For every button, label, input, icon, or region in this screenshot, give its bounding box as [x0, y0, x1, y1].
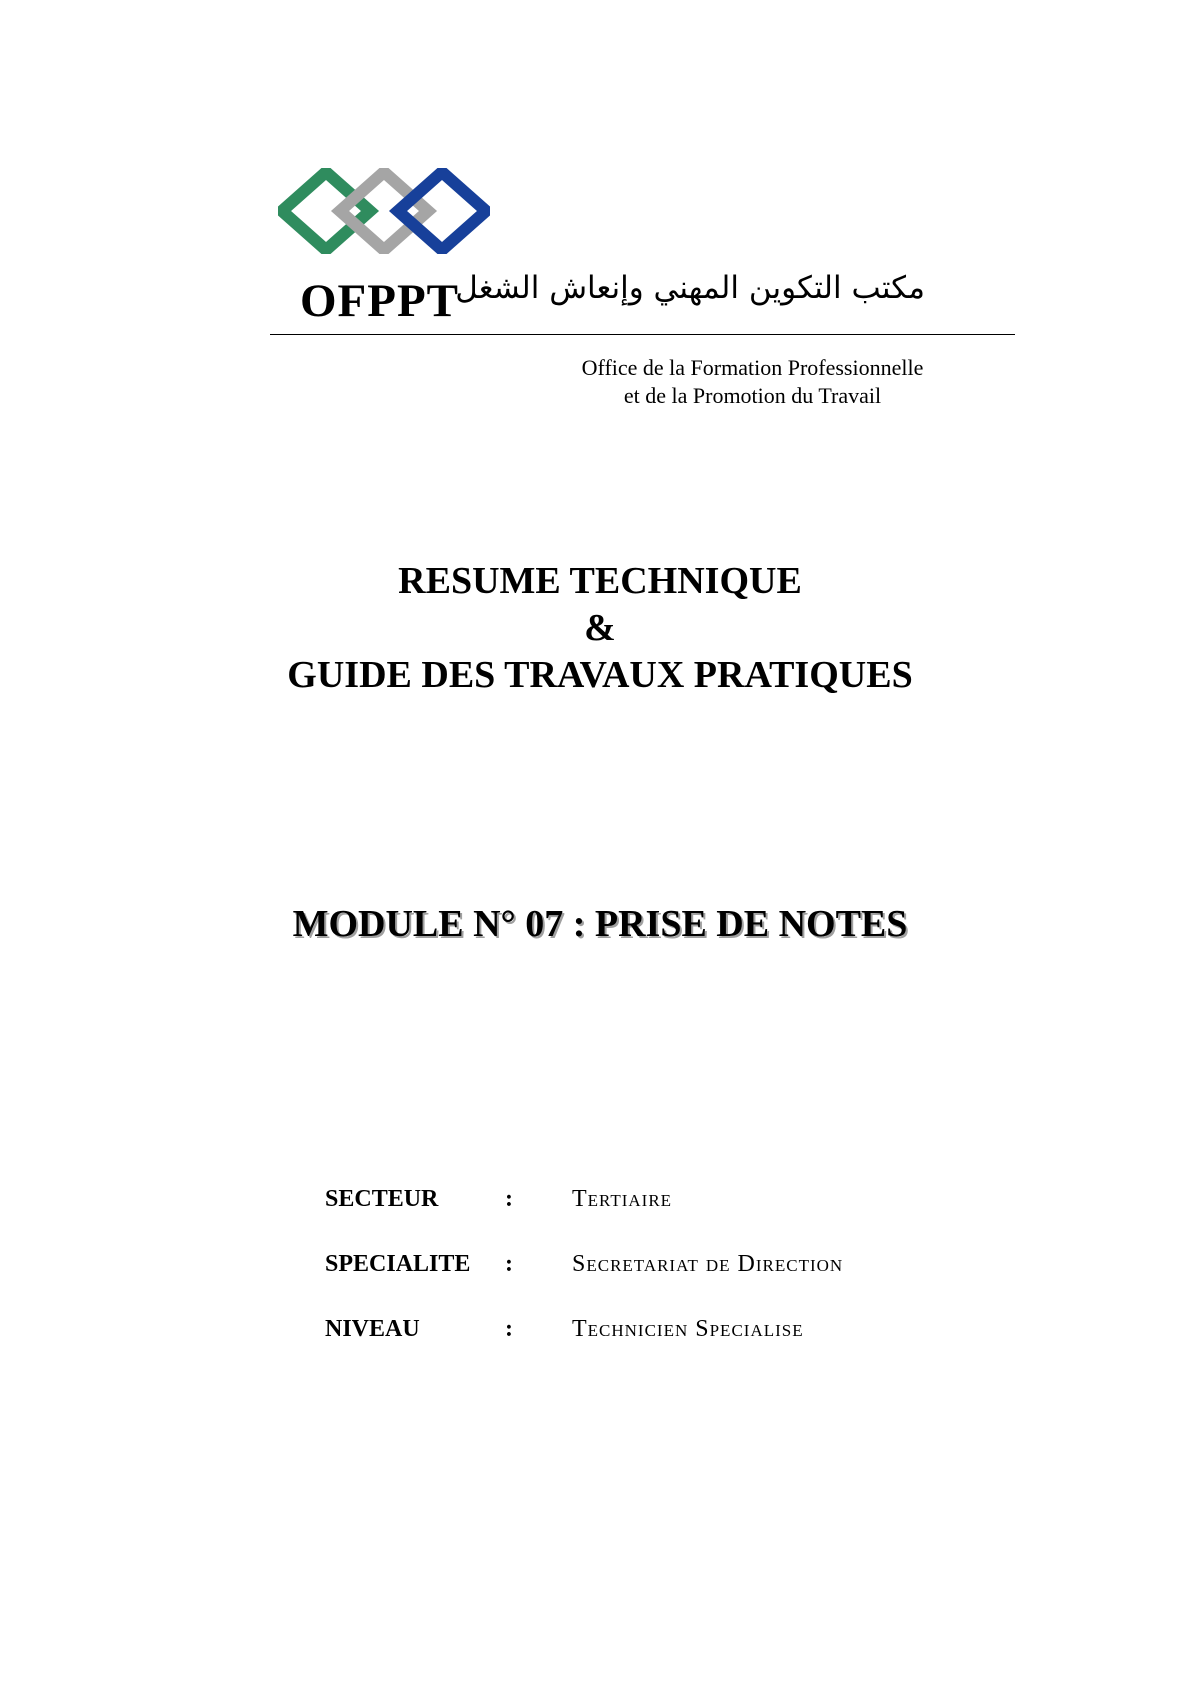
info-row-niveau [325, 1313, 1025, 1378]
info-value: Secretariat de Direction [572, 1251, 844, 1277]
brand-name: OFPPT [300, 275, 460, 327]
info-colon: : [505, 1251, 513, 1277]
logo-gray-diamond [340, 172, 428, 250]
info-label: NIVEAU [325, 1316, 420, 1342]
ofppt-logo-icon [278, 168, 490, 254]
info-colon: : [505, 1316, 513, 1342]
brand-fullname-line2: et de la Promotion du Travail [623, 383, 882, 408]
brand-fullname [520, 354, 985, 410]
header-divider [270, 334, 1015, 335]
info-row-secteur [325, 1183, 1025, 1248]
info-row-specialite [325, 1248, 1025, 1313]
document-title [0, 558, 1200, 699]
document-title-line2: & [584, 607, 616, 649]
info-value: Technicien Specialise [572, 1316, 804, 1342]
brand-fullname-line1: Office de la Formation Professionnelle [581, 355, 924, 380]
info-colon: : [505, 1186, 513, 1212]
logo-green-diamond [282, 172, 370, 250]
document-title-line1: RESUME TECHNIQUE [398, 560, 802, 602]
document-title-line3: GUIDE DES TRAVAUX PRATIQUES [287, 654, 913, 696]
info-label: SPECIALITE [325, 1251, 471, 1277]
brand-arabic-name: مكتب التكوين المهني وإنعاش الشغل [455, 270, 925, 306]
module-title: MODULE N° 07 : PRISE DE NOTES [292, 903, 908, 945]
info-table [325, 1183, 1025, 1378]
info-label: SECTEUR [325, 1186, 439, 1212]
info-value: Tertiaire [572, 1186, 673, 1212]
logo-blue-diamond [398, 172, 486, 250]
